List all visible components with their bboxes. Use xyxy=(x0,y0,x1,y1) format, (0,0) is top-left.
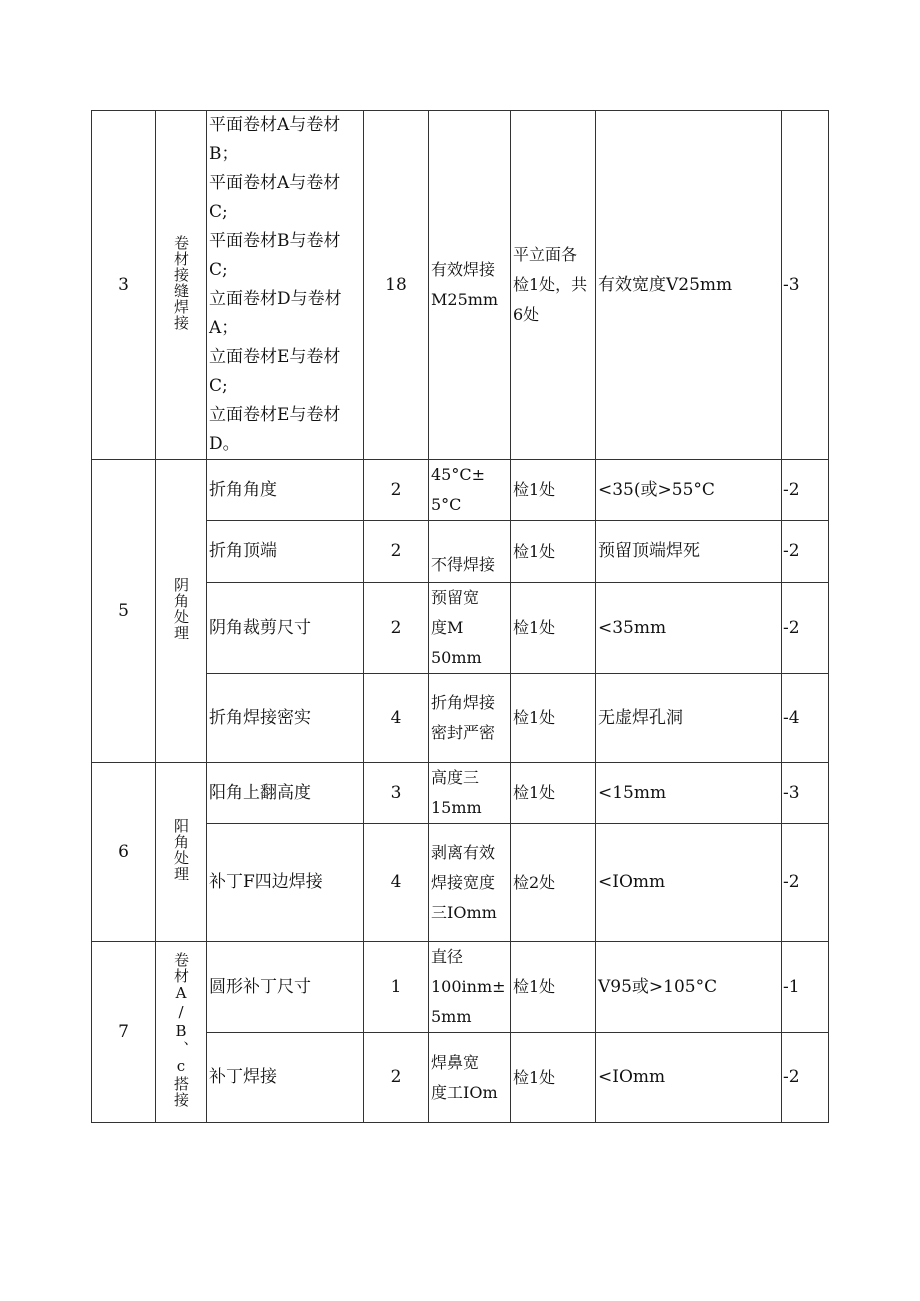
requirement-line: 有效焊接 xyxy=(431,260,496,279)
requirement-line: 三IOmm xyxy=(431,902,497,922)
item-line: C; xyxy=(209,202,228,222)
deduct-cell: -2 xyxy=(782,583,829,674)
item-cell: 折角焊接密实 xyxy=(207,674,364,763)
check-cell: 检1处 xyxy=(511,521,596,583)
standard-cell: 预留顶端焊死 xyxy=(596,521,782,583)
table-row xyxy=(92,763,829,824)
standard-cell: 有效宽度V25mm xyxy=(596,111,782,460)
score-cell: 18 xyxy=(364,111,429,460)
requirement-line: 焊接宽度 xyxy=(431,872,496,892)
check-line: 检1处，共 xyxy=(513,275,588,294)
requirement-line: 5°C xyxy=(431,495,462,514)
item-line: 立面卷材E与卷材 xyxy=(209,405,341,425)
row-number: 6 xyxy=(92,763,156,942)
check-cell: 检1处 xyxy=(511,583,596,674)
deduct-cell: -3 xyxy=(782,111,829,460)
requirement-line: 度M xyxy=(431,618,464,637)
check-cell xyxy=(511,111,596,460)
requirement-cell xyxy=(429,111,511,460)
deduct-cell: -2 xyxy=(782,824,829,942)
item-line: C; xyxy=(209,260,228,280)
standard-cell: <35mm xyxy=(596,583,782,674)
requirement-line: 折角焊接 xyxy=(431,693,496,712)
table-row xyxy=(92,460,829,521)
requirement-cell xyxy=(429,460,511,521)
requirement-cell xyxy=(429,824,511,942)
check-cell: 检2处 xyxy=(511,824,596,942)
category-label: 阴角处理 xyxy=(172,576,190,641)
check-cell: 检1处 xyxy=(511,942,596,1033)
check-cell: 检1处 xyxy=(511,674,596,763)
requirement-cell xyxy=(429,674,511,763)
standard-cell: <IOmm xyxy=(596,1033,782,1123)
deduct-cell: -4 xyxy=(782,674,829,763)
requirement-cell xyxy=(429,942,511,1033)
requirement-line: 焊鼻宽 xyxy=(431,1052,480,1072)
item-line: 平面卷材A与卷材 xyxy=(209,173,341,193)
requirement-line: 剥离有效 xyxy=(431,842,496,862)
standard-cell: <IOmm xyxy=(596,824,782,942)
category-cell xyxy=(156,460,207,763)
check-line: 平立面各 xyxy=(513,245,578,264)
table-row xyxy=(92,942,829,1033)
standard-cell: 无虚焊孔洞 xyxy=(596,674,782,763)
requirement-cell xyxy=(429,763,511,824)
requirement-line: 密封严密 xyxy=(431,723,496,742)
item-cell xyxy=(207,111,364,460)
item-line: D。 xyxy=(209,434,240,454)
requirement-cell xyxy=(429,1033,511,1123)
check-cell: 检1处 xyxy=(511,1033,596,1123)
requirement-line: 度工IOm xyxy=(431,1082,498,1102)
item-line: C; xyxy=(209,376,228,396)
item-cell: 阴角裁剪尺寸 xyxy=(207,583,364,674)
requirement-line: 预留宽 xyxy=(431,588,480,607)
category-label: 卷材接缝焊接 xyxy=(172,234,190,331)
item-cell: 补丁焊接 xyxy=(207,1033,364,1123)
item-line: B； xyxy=(209,144,239,164)
deduct-cell: -2 xyxy=(782,1033,829,1123)
requirement-line: 45°C± xyxy=(431,465,486,484)
score-cell: 4 xyxy=(364,674,429,763)
category-cell xyxy=(156,111,207,460)
row-number: 7 xyxy=(92,942,156,1123)
deduct-cell: -2 xyxy=(782,521,829,583)
check-cell: 检1处 xyxy=(511,763,596,824)
row-number: 3 xyxy=(92,111,156,460)
deduct-cell: -3 xyxy=(782,763,829,824)
inspection-table xyxy=(91,110,829,1123)
item-line: A； xyxy=(209,318,239,338)
item-line: 立面卷材D与卷材 xyxy=(209,289,342,309)
requirement-cell xyxy=(429,583,511,674)
item-line: 平面卷材A与卷材 xyxy=(209,115,341,135)
item-cell: 圆形补丁尺寸 xyxy=(207,942,364,1033)
score-cell: 2 xyxy=(364,521,429,583)
score-cell: 2 xyxy=(364,583,429,674)
score-cell: 2 xyxy=(364,1033,429,1123)
check-cell: 检1处 xyxy=(511,460,596,521)
requirement-cell: 不得焊接 xyxy=(429,521,511,583)
item-cell: 折角角度 xyxy=(207,460,364,521)
deduct-cell: -2 xyxy=(782,460,829,521)
score-cell: 1 xyxy=(364,942,429,1033)
item-cell: 阳角上翻高度 xyxy=(207,763,364,824)
item-line: 平面卷材B与卷材 xyxy=(209,231,341,251)
score-cell: 2 xyxy=(364,460,429,521)
category-label: 阳角处理 xyxy=(172,817,190,882)
item-cell: 补丁F四边焊接 xyxy=(207,824,364,942)
requirement-line: 直径 xyxy=(431,947,464,966)
standard-cell: <15mm xyxy=(596,763,782,824)
item-line: 立面卷材E与卷材 xyxy=(209,347,341,367)
requirement-line: 15mm xyxy=(431,798,482,817)
requirement-line: 高度三 xyxy=(431,768,480,787)
category-cell xyxy=(156,763,207,942)
category-label: 卷材A/B、c搭接 xyxy=(172,951,190,1108)
requirement-line: M25mm xyxy=(431,290,499,309)
standard-cell: <35(或>55°C xyxy=(596,460,782,521)
score-cell: 3 xyxy=(364,763,429,824)
item-cell: 折角顶端 xyxy=(207,521,364,583)
requirement-line: 5mm xyxy=(431,1007,472,1026)
check-line: 6处 xyxy=(513,305,540,324)
category-cell xyxy=(156,942,207,1123)
requirement-line: 100inm± xyxy=(431,977,506,996)
row-number: 5 xyxy=(92,460,156,763)
standard-cell: V95或>105°C xyxy=(596,942,782,1033)
requirement-line: 50mm xyxy=(431,648,482,667)
deduct-cell: -1 xyxy=(782,942,829,1033)
table-row xyxy=(92,111,829,460)
score-cell: 4 xyxy=(364,824,429,942)
